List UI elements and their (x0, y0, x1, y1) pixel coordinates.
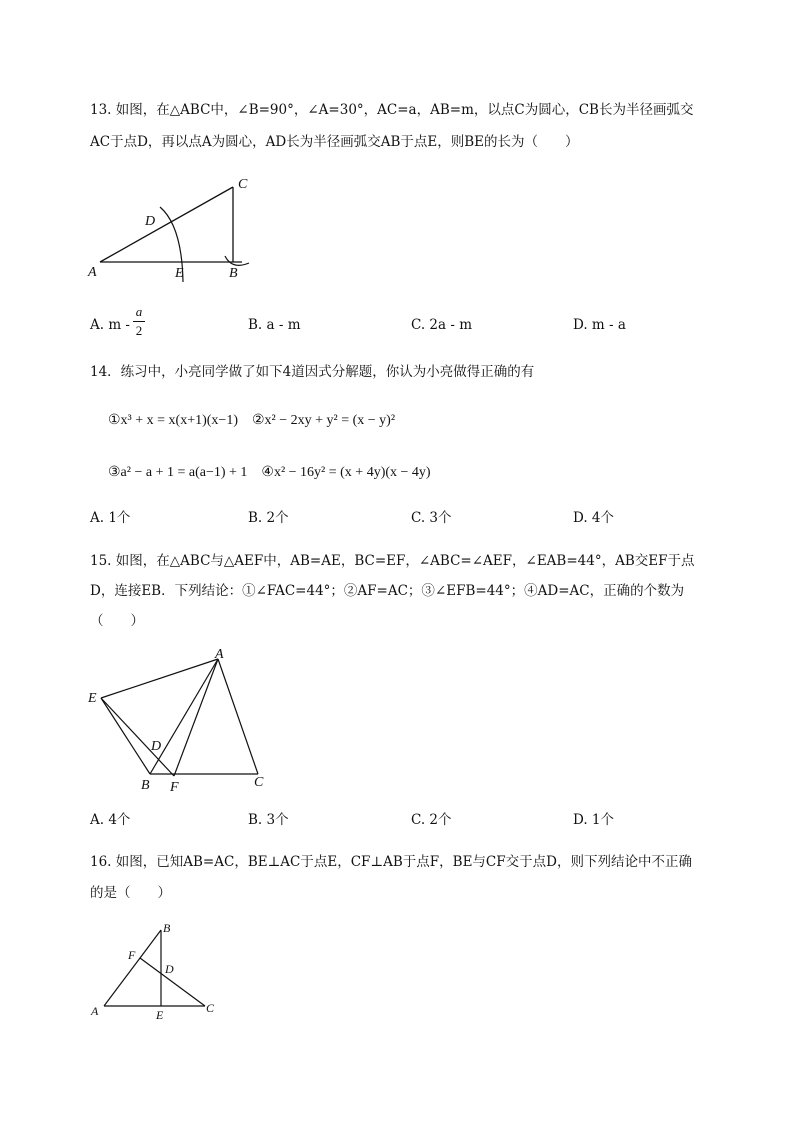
q14-option-b[interactable]: B. 2个 (248, 510, 289, 526)
q14-equations-1-2: ①x³ + x = x(x+1)(x−1) ②x² − 2xy + y² = (x − y)² (108, 413, 396, 428)
q15-text-line3: （ ） (90, 613, 144, 629)
q15-label-e: E (88, 691, 97, 706)
q16-label-f: F (128, 948, 136, 962)
q13-fraction-bar (133, 321, 145, 322)
q15-label-f: F (170, 780, 179, 795)
q14-text-line1: 14．练习中，小亮同学做了如下4道因式分解题，你认为小亮做得正确的有 (90, 364, 535, 380)
q16-text-line1: 16. 如图，已知AB=AC，BE⊥AC于点E，CF⊥AB于点F，BE与CF交于点D，则下列结论中不正确 (90, 854, 692, 870)
q14-equations-3-4: ③a² − a + 1 = a(a−1) + 1 ④x² − 16y² = (x + 4y)(x − 4y) (108, 465, 431, 480)
q13-option-a-prefix: A. m - (90, 317, 130, 333)
q15-label-c: C (254, 775, 264, 790)
q15-segment-ab (150, 659, 218, 774)
q13-option-a-numerator: a (135, 304, 143, 319)
q15-option-d[interactable]: D. 1个 (573, 812, 615, 828)
q14-option-a[interactable]: A. 1个 (90, 510, 131, 526)
q13-text-line1: 13. 如图，在△ABC中，∠B=90°，∠A=30°，AC=a，AB=m，以点C为圆心，CB长为半径画弧交 (90, 102, 694, 118)
q15-segment-ea (101, 659, 218, 698)
q13-option-d[interactable]: D. m - a (573, 317, 626, 333)
q15-label-b: B (141, 778, 150, 793)
q13-label-e: E (175, 266, 184, 281)
q15-segment-af (174, 659, 218, 776)
q13-segment-ac (100, 187, 233, 262)
q15-text-line1: 15. 如图，在△ABC与△AEF中，AB=AE，BC=EF，∠ABC=∠AEF，∠EAB=44°，AB交EF于点 (90, 553, 695, 569)
q13-arc-b (225, 256, 249, 265)
q13-label-b: B (229, 266, 238, 281)
q13-option-c[interactable]: C. 2a - m (411, 317, 473, 333)
q13-option-a[interactable] (90, 316, 130, 334)
q15-label-d: D (151, 739, 162, 754)
q15-option-a[interactable]: A. 4个 (90, 812, 131, 828)
q15-label-a: A (215, 647, 224, 662)
q15-figure (82, 640, 282, 800)
q16-label-e: E (156, 1008, 164, 1022)
q14-option-c[interactable]: C. 3个 (411, 510, 452, 526)
q16-label-a: A (91, 1004, 99, 1018)
q13-label-d: D (145, 214, 156, 229)
q16-label-d: D (165, 962, 174, 976)
q15-option-c[interactable]: C. 2个 (411, 812, 452, 828)
q15-segment-ac (218, 659, 258, 774)
q13-option-a-fraction (133, 304, 145, 339)
q13-option-b[interactable]: B. a - m (248, 317, 301, 333)
q16-text-line2: 的是（ ） (90, 885, 171, 901)
q14-option-d[interactable]: D. 4个 (573, 510, 615, 526)
q13-label-a: A (88, 265, 97, 280)
q16-figure (84, 915, 234, 1025)
q13-label-c: C (238, 177, 248, 192)
q15-text-line2: D，连接EB．下列结论：①∠FAC=44°；②AF=AC；③∠EFB=44°；④AD=AC，正确的个数为 (90, 583, 685, 599)
q15-option-b[interactable]: B. 3个 (248, 812, 289, 828)
q13-figure (82, 170, 262, 285)
q13-text-line2: AC于点D，再以点A为圆心，AD长为半径画弧交AB于点E，则BE的长为（ ） (90, 134, 579, 150)
q16-label-c: C (206, 1001, 215, 1015)
q16-label-b: B (163, 921, 171, 935)
q13-option-a-denominator: 2 (135, 323, 143, 338)
q15-segment-eb (101, 698, 150, 774)
q15-segment-ef (101, 698, 174, 776)
q16-segment-ab (104, 930, 161, 1006)
